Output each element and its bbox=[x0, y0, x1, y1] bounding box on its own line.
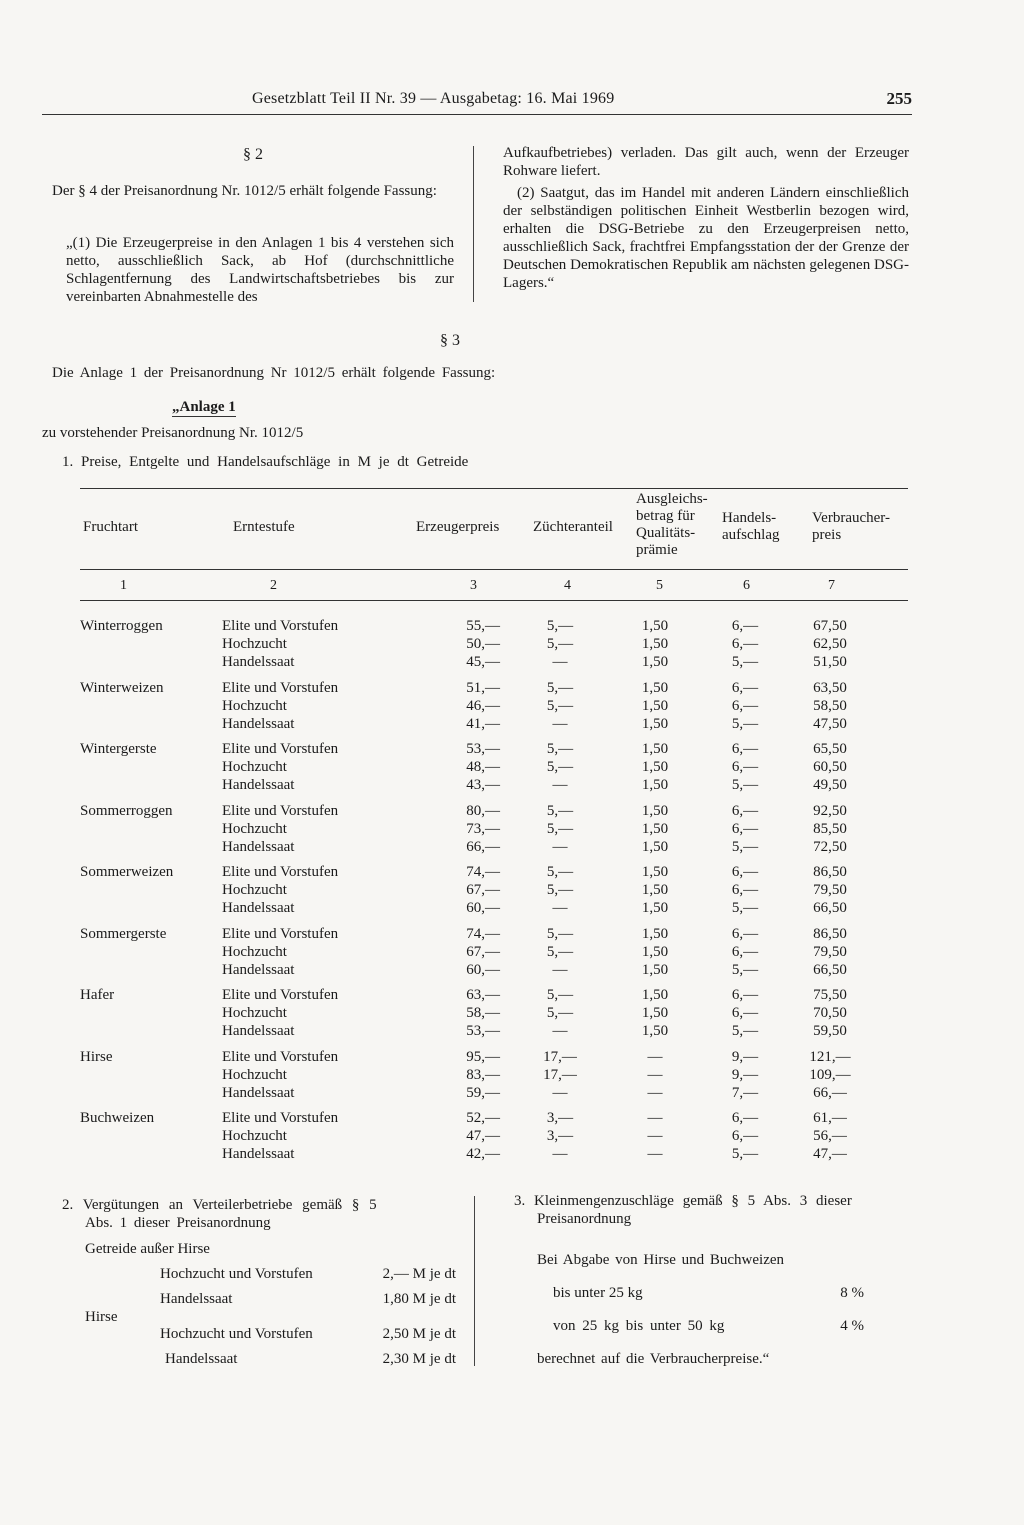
cell-zuechteranteil: — bbox=[552, 1084, 568, 1101]
cell-ausgleich: 1,50 bbox=[641, 1023, 669, 1039]
table-group bbox=[80, 679, 910, 733]
item2-subheading-hirse: Hirse bbox=[85, 1309, 118, 1325]
cell-erzeugerpreis: 74,— bbox=[466, 864, 500, 880]
cell-verbraucherpreis: 49,50 bbox=[813, 777, 847, 793]
cell-zuechteranteil: — bbox=[552, 838, 568, 855]
cell-fruchtart: Buchweizen bbox=[80, 1110, 155, 1126]
cell-fruchtart: Sommerweizen bbox=[80, 864, 174, 880]
section2-paragraph2: (2) Saatgut, das im Handel mit anderen Ländern einschließlich der selbständigen politischen Einheit Westberlin bezogen wird, erhalten die DSG-Betriebe zu den Erzeugerpreisen netto, ausschließlich Sack, frachtfrei Empfangsstation der der Grenze der Deutschen Demokratischen Republik am nächsten gelegenen DSG-Lagers.“ bbox=[503, 185, 909, 291]
cell-verbraucherpreis: 63,50 bbox=[813, 679, 847, 696]
table-group bbox=[80, 802, 910, 856]
cell-erzeugerpreis: 42,— bbox=[466, 1146, 500, 1162]
cell-erzeugerpreis: 67,— bbox=[466, 882, 500, 898]
cell-zuechteranteil: 5,— bbox=[546, 820, 574, 837]
cell-ausgleich: 1,50 bbox=[641, 900, 669, 916]
cell-fruchtart: Wintergerste bbox=[80, 741, 157, 757]
th-ausgleich: Ausgleichs- betrag für Qualitäts- prämie bbox=[636, 491, 708, 558]
cell-erzeugerpreis: 53,— bbox=[466, 741, 500, 757]
cell-verbraucherpreis: 59,50 bbox=[813, 1023, 847, 1039]
cell-erntestufe: Hochzucht bbox=[222, 759, 287, 775]
section2-heading: § 2 bbox=[243, 146, 263, 163]
cell-erzeugerpreis: 67,— bbox=[466, 943, 500, 960]
cell-handelsaufschlag: 7,— bbox=[731, 1084, 759, 1101]
cell-handelsaufschlag: 6,— bbox=[731, 864, 759, 880]
cell-erntestufe: Elite und Vorstufen bbox=[222, 864, 339, 880]
section3-intro: Die Anlage 1 der Preisanordnung Nr 1012/5 erhält folgende Fassung: bbox=[52, 365, 496, 381]
table-group bbox=[80, 925, 910, 979]
cell-verbraucherpreis: 85,50 bbox=[813, 820, 847, 837]
cell-handelsaufschlag: 6,— bbox=[731, 1128, 759, 1144]
cell-handelsaufschlag: 6,— bbox=[731, 679, 759, 696]
cell-ausgleich: 1,50 bbox=[641, 820, 669, 837]
cell-zuechteranteil: — bbox=[552, 777, 568, 793]
cell-handelsaufschlag: 6,— bbox=[731, 987, 759, 1003]
col-number: 7 bbox=[828, 578, 835, 593]
cell-verbraucherpreis: 51,50 bbox=[813, 654, 847, 670]
th-fruchtart: Fruchtart bbox=[83, 519, 138, 535]
item2-heading: 2. Vergütungen an Verteilerbetriebe gemäß § 5 bbox=[62, 1197, 377, 1213]
cell-erzeugerpreis: 55,— bbox=[466, 618, 500, 634]
cell-ausgleich: 1,50 bbox=[641, 864, 669, 880]
th-verbraucherpreis: Verbraucher- preis bbox=[812, 510, 890, 543]
cell-erzeugerpreis: 58,— bbox=[466, 1005, 500, 1021]
cell-erzeugerpreis: 53,— bbox=[466, 1023, 500, 1039]
cell-erntestufe: Handelssaat bbox=[222, 838, 295, 855]
cell-zuechteranteil: — bbox=[552, 1023, 568, 1039]
cell-fruchtart: Hirse bbox=[80, 1048, 113, 1065]
col-number: 5 bbox=[656, 578, 663, 593]
table-group bbox=[80, 617, 910, 671]
col-number: 2 bbox=[270, 578, 277, 593]
cell-zuechteranteil: 5,— bbox=[546, 882, 574, 898]
cell-erzeugerpreis: 41,— bbox=[466, 715, 500, 732]
cell-erzeugerpreis: 73,— bbox=[466, 820, 500, 837]
cell-verbraucherpreis: 70,50 bbox=[813, 1005, 847, 1021]
cell-erzeugerpreis: 48,— bbox=[466, 759, 500, 775]
item2-line-value: 2,30 M je dt bbox=[382, 1351, 456, 1367]
cell-erzeugerpreis: 43,— bbox=[466, 777, 500, 793]
cell-verbraucherpreis: 56,— bbox=[813, 1128, 847, 1144]
cell-handelsaufschlag: 5,— bbox=[731, 715, 759, 732]
cell-zuechteranteil: 17,— bbox=[543, 1066, 577, 1083]
cell-ausgleich: 1,50 bbox=[641, 654, 669, 670]
cell-ausgleich: — bbox=[647, 1066, 663, 1083]
cell-ausgleich: 1,50 bbox=[641, 777, 669, 793]
cell-verbraucherpreis: 121,— bbox=[809, 1048, 851, 1065]
column-divider-bottom bbox=[474, 1196, 475, 1366]
cell-zuechteranteil: 5,— bbox=[546, 943, 574, 960]
cell-ausgleich: 1,50 bbox=[641, 925, 669, 942]
cell-erntestufe: Hochzucht bbox=[222, 1005, 287, 1021]
item3-line-label: von 25 kg bis unter 50 kg bbox=[553, 1318, 725, 1334]
item3-line-value: 8 % bbox=[840, 1285, 864, 1301]
cell-ausgleich: 1,50 bbox=[641, 987, 669, 1003]
cell-erntestufe: Elite und Vorstufen bbox=[222, 987, 339, 1003]
cell-ausgleich: 1,50 bbox=[641, 961, 669, 978]
cell-ausgleich: 1,50 bbox=[641, 715, 669, 732]
cell-zuechteranteil: 3,— bbox=[546, 1128, 574, 1144]
cell-verbraucherpreis: 92,50 bbox=[813, 802, 847, 819]
th-zuechteranteil: Züchteranteil bbox=[533, 519, 613, 535]
cell-erntestufe: Handelssaat bbox=[222, 715, 295, 732]
cell-verbraucherpreis: 79,50 bbox=[813, 882, 847, 898]
cell-handelsaufschlag: 6,— bbox=[731, 943, 759, 960]
cell-verbraucherpreis: 66,50 bbox=[813, 961, 847, 978]
cell-erntestufe: Hochzucht bbox=[222, 1128, 287, 1144]
cell-ausgleich: — bbox=[647, 1110, 663, 1126]
cell-zuechteranteil: — bbox=[552, 715, 568, 732]
item1-heading: 1. Preise, Entgelte und Handelsaufschläge in M je dt Getreide bbox=[62, 454, 469, 470]
item3-line-value: 4 % bbox=[840, 1318, 864, 1334]
cell-zuechteranteil: 5,— bbox=[546, 679, 574, 696]
cell-erntestufe: Handelssaat bbox=[222, 1146, 295, 1162]
cell-fruchtart: Winterroggen bbox=[80, 618, 163, 634]
cell-erzeugerpreis: 52,— bbox=[466, 1110, 500, 1126]
cell-verbraucherpreis: 47,50 bbox=[813, 715, 847, 732]
cell-verbraucherpreis: 65,50 bbox=[813, 741, 847, 757]
cell-ausgleich: 1,50 bbox=[641, 741, 669, 757]
section2-intro: Der § 4 der Preisanordnung Nr. 1012/5 erhält folgende Fassung: bbox=[52, 183, 437, 199]
cell-erntestufe: Elite und Vorstufen bbox=[222, 679, 339, 696]
cell-verbraucherpreis: 66,50 bbox=[813, 900, 847, 916]
cell-handelsaufschlag: 6,— bbox=[731, 1005, 759, 1021]
cell-erntestufe: Handelssaat bbox=[222, 900, 295, 916]
cell-erzeugerpreis: 45,— bbox=[466, 654, 500, 670]
cell-erntestufe: Handelssaat bbox=[222, 1023, 295, 1039]
cell-handelsaufschlag: 5,— bbox=[731, 961, 759, 978]
header-title: Gesetzblatt Teil II Nr. 39 — Ausgabetag: 16. Mai 1969 bbox=[252, 90, 615, 107]
anlage-title: „Anlage 1 bbox=[172, 399, 236, 415]
cell-handelsaufschlag: 5,— bbox=[731, 900, 759, 916]
item3-heading-cont: Preisanordnung bbox=[537, 1211, 632, 1227]
cell-zuechteranteil: 5,— bbox=[546, 618, 574, 634]
cell-handelsaufschlag: 6,— bbox=[731, 820, 759, 837]
cell-zuechteranteil: — bbox=[552, 1146, 568, 1162]
cell-verbraucherpreis: 60,50 bbox=[813, 759, 847, 775]
cell-zuechteranteil: 5,— bbox=[546, 802, 574, 819]
cell-zuechteranteil: 5,— bbox=[546, 759, 574, 775]
cell-zuechteranteil: — bbox=[552, 654, 568, 670]
cell-erntestufe: Handelssaat bbox=[222, 1084, 295, 1101]
section2-quote-left: „(1) Die Erzeugerpreise in den Anlagen 1 bis 4 verstehen sich netto, ausschließlich Sack, ab Hof (durchschnittliche Schlagentfernung des Landwirtschaftsbetriebes bis zur vereinbarten Abnahmestelle des bbox=[66, 235, 454, 305]
cell-erzeugerpreis: 60,— bbox=[466, 900, 500, 916]
cell-verbraucherpreis: 86,50 bbox=[813, 864, 847, 880]
table-group bbox=[80, 863, 910, 917]
th-erzeugerpreis: Erzeugerpreis bbox=[416, 519, 500, 535]
cell-zuechteranteil: 5,— bbox=[546, 697, 574, 714]
item2-line-label: Hochzucht und Vorstufen bbox=[160, 1266, 313, 1282]
cell-handelsaufschlag: 6,— bbox=[731, 636, 759, 652]
cell-erntestufe: Elite und Vorstufen bbox=[222, 1048, 339, 1065]
cell-erntestufe: Elite und Vorstufen bbox=[222, 741, 339, 757]
table-rule-numbers bbox=[80, 600, 908, 601]
cell-erntestufe: Hochzucht bbox=[222, 1066, 287, 1083]
cell-zuechteranteil: — bbox=[552, 900, 568, 916]
column-divider-top bbox=[473, 146, 474, 302]
cell-erzeugerpreis: 80,— bbox=[466, 802, 500, 819]
cell-erzeugerpreis: 59,— bbox=[466, 1084, 500, 1101]
cell-erzeugerpreis: 47,— bbox=[466, 1128, 500, 1144]
table-rule-top bbox=[80, 488, 908, 489]
cell-erntestufe: Elite und Vorstufen bbox=[222, 925, 339, 942]
cell-verbraucherpreis: 61,— bbox=[813, 1110, 847, 1126]
cell-erntestufe: Handelssaat bbox=[222, 777, 295, 793]
cell-handelsaufschlag: 5,— bbox=[731, 777, 759, 793]
cell-erzeugerpreis: 60,— bbox=[466, 961, 500, 978]
cell-handelsaufschlag: 6,— bbox=[731, 618, 759, 634]
section2-quote-right: Aufkaufbetriebes) verladen. Das gilt auch, wenn der Erzeuger Rohware liefert. bbox=[503, 145, 909, 179]
th-erntestufe: Erntestufe bbox=[233, 519, 295, 535]
cell-erzeugerpreis: 66,— bbox=[466, 838, 500, 855]
col-number: 6 bbox=[743, 578, 750, 593]
cell-handelsaufschlag: 5,— bbox=[731, 1023, 759, 1039]
cell-verbraucherpreis: 47,— bbox=[813, 1146, 847, 1162]
cell-verbraucherpreis: 72,50 bbox=[813, 838, 847, 855]
table-group bbox=[80, 740, 910, 794]
item3-heading: 3. Kleinmengenzuschläge gemäß § 5 Abs. 3 dieser bbox=[514, 1193, 852, 1209]
section3-heading: § 3 bbox=[440, 332, 460, 349]
item3-line-label: bis unter 25 kg bbox=[553, 1285, 643, 1301]
cell-verbraucherpreis: 109,— bbox=[809, 1066, 851, 1083]
cell-verbraucherpreis: 75,50 bbox=[813, 987, 847, 1003]
cell-fruchtart: Sommergerste bbox=[80, 925, 167, 942]
cell-zuechteranteil: 5,— bbox=[546, 1005, 574, 1021]
item2-subheading-getreide: Getreide außer Hirse bbox=[85, 1241, 210, 1257]
cell-ausgleich: 1,50 bbox=[641, 618, 669, 634]
cell-handelsaufschlag: 6,— bbox=[731, 741, 759, 757]
table-rule-header bbox=[80, 569, 908, 570]
cell-ausgleich: — bbox=[647, 1128, 663, 1144]
cell-erntestufe: Hochzucht bbox=[222, 636, 287, 652]
cell-ausgleich: 1,50 bbox=[641, 636, 669, 652]
item2-line-value: 1,80 M je dt bbox=[382, 1291, 456, 1307]
cell-erntestufe: Hochzucht bbox=[222, 882, 287, 898]
cell-ausgleich: 1,50 bbox=[641, 697, 669, 714]
cell-verbraucherpreis: 79,50 bbox=[813, 943, 847, 960]
table-group bbox=[80, 1048, 910, 1102]
cell-handelsaufschlag: 6,— bbox=[731, 802, 759, 819]
cell-verbraucherpreis: 86,50 bbox=[813, 925, 847, 942]
cell-verbraucherpreis: 67,50 bbox=[813, 618, 847, 634]
table-group bbox=[80, 1109, 910, 1163]
cell-erzeugerpreis: 46,— bbox=[466, 697, 500, 714]
cell-fruchtart: Sommerroggen bbox=[80, 802, 173, 819]
cell-zuechteranteil: 5,— bbox=[546, 925, 574, 942]
cell-zuechteranteil: — bbox=[552, 961, 568, 978]
cell-erntestufe: Hochzucht bbox=[222, 697, 287, 714]
cell-handelsaufschlag: 6,— bbox=[731, 882, 759, 898]
item3-outro: berechnet auf die Verbraucherpreise.“ bbox=[537, 1351, 770, 1367]
cell-ausgleich: 1,50 bbox=[641, 838, 669, 855]
cell-verbraucherpreis: 62,50 bbox=[813, 636, 847, 652]
cell-erzeugerpreis: 63,— bbox=[466, 987, 500, 1003]
cell-erntestufe: Handelssaat bbox=[222, 654, 295, 670]
cell-erntestufe: Hochzucht bbox=[222, 943, 287, 960]
cell-zuechteranteil: 5,— bbox=[546, 636, 574, 652]
cell-zuechteranteil: 5,— bbox=[546, 741, 574, 757]
table-group bbox=[80, 986, 910, 1040]
cell-erntestufe: Elite und Vorstufen bbox=[222, 1110, 339, 1126]
cell-fruchtart: Hafer bbox=[80, 987, 115, 1003]
cell-handelsaufschlag: 6,— bbox=[731, 1110, 759, 1126]
col-number: 3 bbox=[470, 578, 477, 593]
cell-erntestufe: Elite und Vorstufen bbox=[222, 618, 339, 634]
cell-ausgleich: 1,50 bbox=[641, 679, 669, 696]
item2-line-label: Hochzucht und Vorstufen bbox=[160, 1326, 313, 1342]
cell-fruchtart: Winterweizen bbox=[80, 679, 164, 696]
cell-ausgleich: 1,50 bbox=[641, 943, 669, 960]
cell-erzeugerpreis: 50,— bbox=[466, 636, 500, 652]
item2-line-label: Handelssaat bbox=[165, 1351, 238, 1367]
cell-verbraucherpreis: 58,50 bbox=[813, 697, 847, 714]
item2-line-label: Handelssaat bbox=[160, 1291, 233, 1307]
header-rule bbox=[42, 114, 912, 115]
cell-handelsaufschlag: 5,— bbox=[731, 654, 759, 670]
cell-zuechteranteil: 3,— bbox=[546, 1110, 574, 1126]
cell-erntestufe: Hochzucht bbox=[222, 820, 287, 837]
cell-erzeugerpreis: 74,— bbox=[466, 925, 500, 942]
page-number: 255 bbox=[886, 89, 912, 108]
cell-verbraucherpreis: 66,— bbox=[813, 1084, 847, 1101]
cell-handelsaufschlag: 9,— bbox=[731, 1048, 759, 1065]
cell-zuechteranteil: 17,— bbox=[543, 1048, 577, 1065]
cell-handelsaufschlag: 6,— bbox=[731, 759, 759, 775]
th-handelsaufschlag: Handels- aufschlag bbox=[722, 510, 780, 543]
anlage-subtitle: zu vorstehender Preisanordnung Nr. 1012/5 bbox=[42, 425, 304, 441]
cell-handelsaufschlag: 6,— bbox=[731, 925, 759, 942]
cell-ausgleich: — bbox=[647, 1146, 663, 1162]
cell-handelsaufschlag: 9,— bbox=[731, 1066, 759, 1083]
cell-erntestufe: Elite und Vorstufen bbox=[222, 802, 339, 819]
item3-intro: Bei Abgabe von Hirse und Buchweizen bbox=[537, 1252, 785, 1268]
cell-ausgleich: 1,50 bbox=[641, 759, 669, 775]
cell-handelsaufschlag: 5,— bbox=[731, 838, 759, 855]
cell-erzeugerpreis: 51,— bbox=[466, 679, 500, 696]
item2-heading-cont: Abs. 1 dieser Preisanordnung bbox=[85, 1215, 271, 1231]
item2-line-value: 2,50 M je dt bbox=[382, 1326, 456, 1342]
cell-zuechteranteil: 5,— bbox=[546, 864, 574, 880]
cell-erntestufe: Handelssaat bbox=[222, 961, 295, 978]
cell-ausgleich: 1,50 bbox=[641, 802, 669, 819]
cell-handelsaufschlag: 5,— bbox=[731, 1146, 759, 1162]
item2-line-value: 2,— M je dt bbox=[382, 1266, 456, 1282]
page-header bbox=[42, 88, 912, 114]
col-number: 1 bbox=[120, 578, 127, 593]
cell-ausgleich: — bbox=[647, 1084, 663, 1101]
cell-ausgleich: 1,50 bbox=[641, 1005, 669, 1021]
cell-erzeugerpreis: 95,— bbox=[466, 1048, 500, 1065]
cell-ausgleich: 1,50 bbox=[641, 882, 669, 898]
cell-zuechteranteil: 5,— bbox=[546, 987, 574, 1003]
cell-ausgleich: — bbox=[647, 1048, 663, 1065]
cell-handelsaufschlag: 6,— bbox=[731, 697, 759, 714]
col-number: 4 bbox=[564, 578, 571, 593]
cell-erzeugerpreis: 83,— bbox=[466, 1066, 500, 1083]
